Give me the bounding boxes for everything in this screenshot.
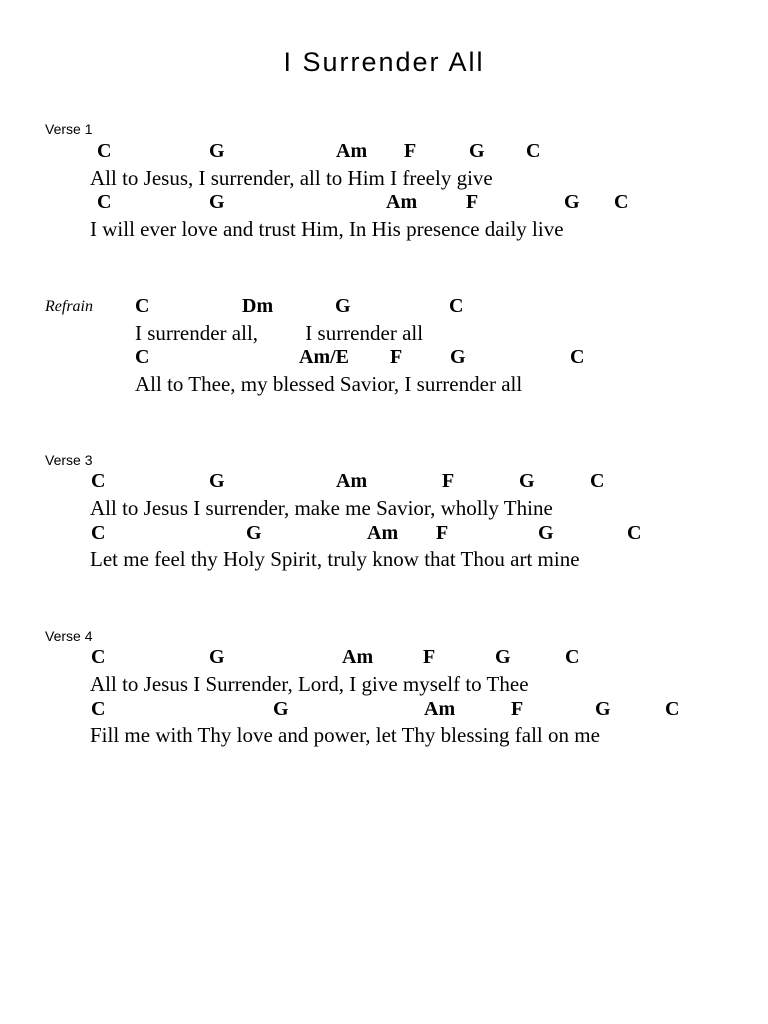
chord: Am	[424, 698, 456, 720]
chord: G	[209, 191, 225, 213]
chord: F	[466, 191, 479, 213]
chord: C	[665, 698, 680, 720]
chord: C	[449, 295, 464, 317]
chord: F	[423, 646, 436, 668]
lyric-line: I will ever love and trust Him, In His presence daily live	[90, 217, 564, 241]
chord: C	[91, 646, 106, 668]
chord: Dm	[242, 295, 274, 317]
chord: G	[450, 346, 466, 368]
chord: Am	[386, 191, 418, 213]
chord: G	[246, 522, 262, 544]
lyric-line: Let me feel thy Holy Spirit, truly know that Thou art mine	[90, 547, 580, 571]
chord: C	[91, 698, 106, 720]
chord: G	[209, 470, 225, 492]
lyric-line: All to Jesus, I surrender, all to Him I freely give	[90, 166, 493, 190]
chord: C	[97, 140, 112, 162]
lyric-line: All to Jesus I surrender, make me Savior, wholly Thine	[90, 496, 553, 520]
chord: Am	[336, 140, 368, 162]
chord: F	[390, 346, 403, 368]
lyric-line: I surrender all, I surrender all	[135, 321, 424, 345]
chord: G	[519, 470, 535, 492]
chord: Am	[342, 646, 374, 668]
chord: F	[436, 522, 449, 544]
chord: G	[209, 646, 225, 668]
chord: F	[511, 698, 524, 720]
chord: C	[565, 646, 580, 668]
chord: G	[273, 698, 289, 720]
lyric-line: Fill me with Thy love and power, let Thy blessing fall on me	[90, 723, 600, 747]
chord: C	[570, 346, 585, 368]
chord: C	[97, 191, 112, 213]
chord: F	[442, 470, 455, 492]
chord: G	[335, 295, 351, 317]
chord: C	[627, 522, 642, 544]
chord: Am/E	[299, 346, 349, 368]
lyric-line: All to Thee, my blessed Savior, I surrender all	[135, 372, 523, 396]
chord: G	[495, 646, 511, 668]
chord: G	[538, 522, 554, 544]
lyric-line: All to Jesus I Surrender, Lord, I give myself to Thee	[90, 672, 529, 696]
verse-4-label: Verse 4	[45, 628, 93, 644]
chord: C	[614, 191, 629, 213]
verse-1-label: Verse 1	[45, 121, 93, 137]
chord: C	[135, 295, 150, 317]
chord: G	[564, 191, 580, 213]
verse-3-label: Verse 3	[45, 452, 93, 468]
chord: F	[404, 140, 417, 162]
chord: C	[91, 522, 106, 544]
chord: G	[209, 140, 225, 162]
chord: C	[91, 470, 106, 492]
refrain-label: Refrain	[45, 298, 93, 315]
chord: Am	[367, 522, 399, 544]
song-title: I Surrender All	[283, 47, 485, 77]
chord: G	[469, 140, 485, 162]
chord: Am	[336, 470, 368, 492]
chord: C	[526, 140, 541, 162]
chord: C	[590, 470, 605, 492]
chord: G	[595, 698, 611, 720]
chord: C	[135, 346, 150, 368]
